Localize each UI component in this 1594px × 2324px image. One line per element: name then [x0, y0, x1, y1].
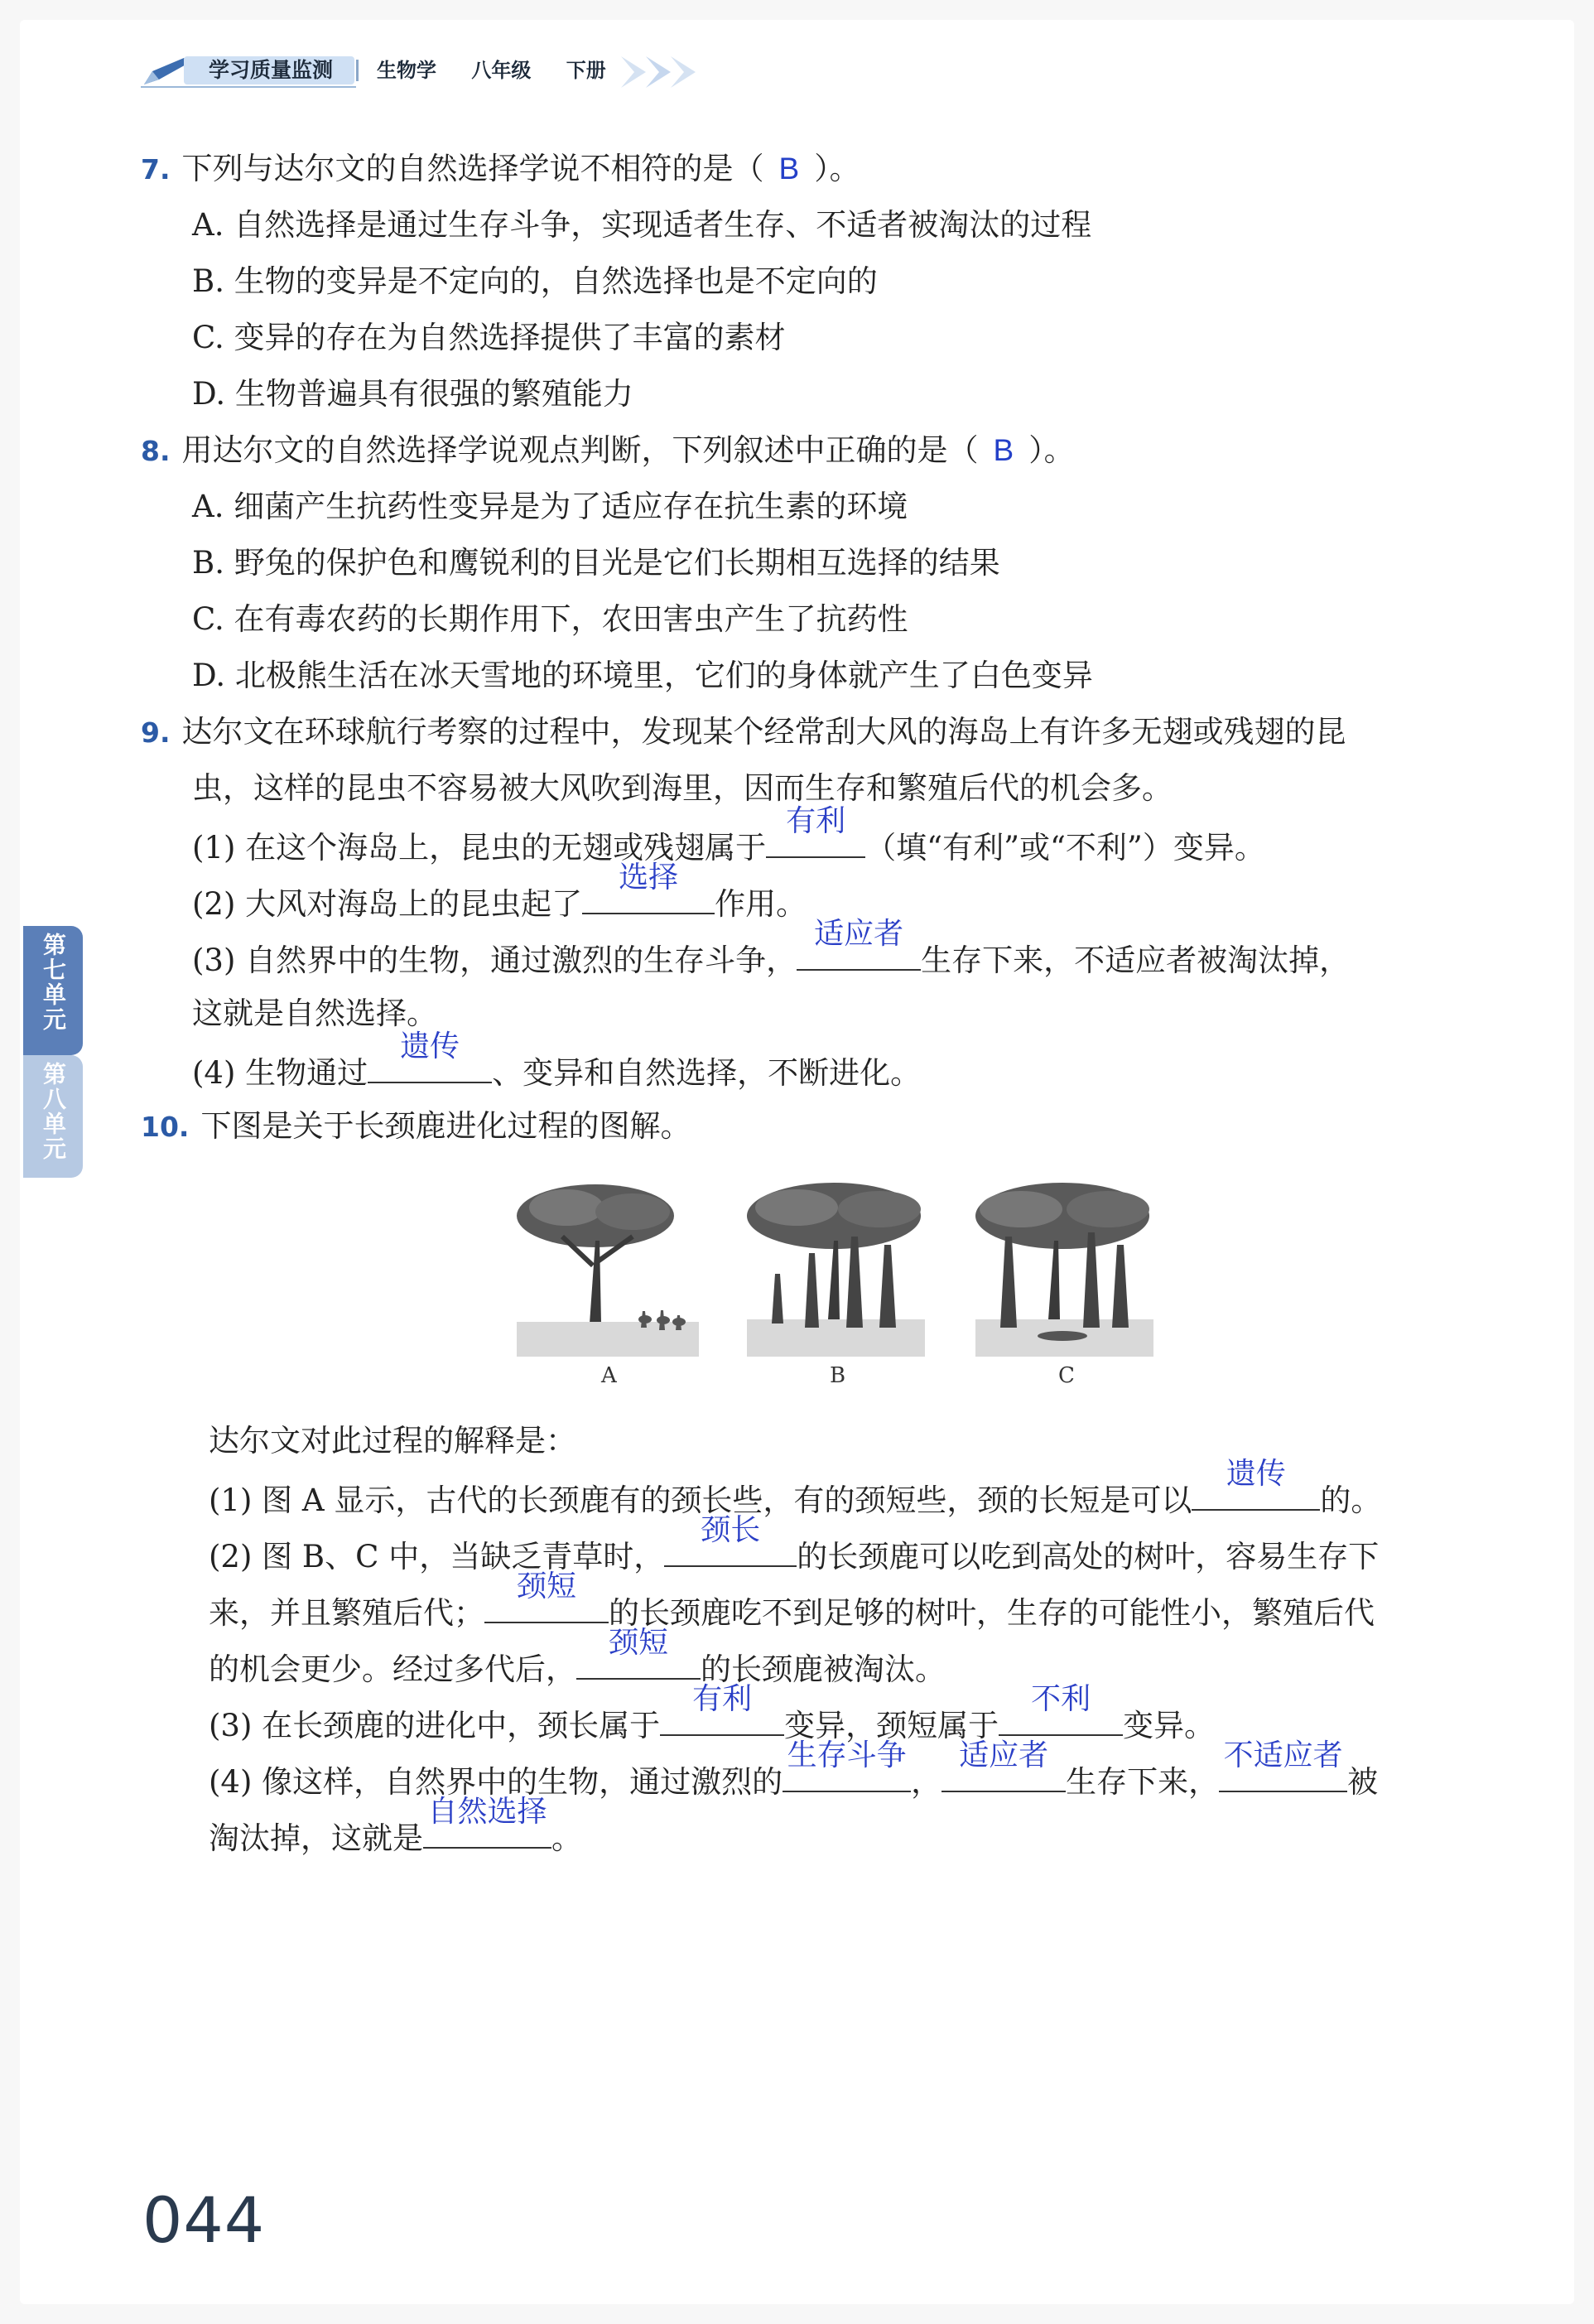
- handwritten-answer: 适应者: [814, 917, 904, 951]
- text: 淘汰掉，这就是: [209, 1820, 423, 1856]
- text: 的长颈鹿吃不到足够的树叶，生存的可能性小，繁殖后代: [609, 1595, 1375, 1631]
- giraffe-illustration-b: [747, 1183, 925, 1357]
- answer-blank[interactable]: [797, 917, 921, 971]
- text: (4) 生物通过: [192, 1055, 368, 1091]
- answer-blank[interactable]: [1192, 1457, 1320, 1511]
- text: 的长颈鹿被淘汰。: [701, 1651, 946, 1687]
- header-grade: 八年级: [471, 59, 532, 82]
- q10-part-2-end: [209, 1626, 946, 1698]
- handwritten-answer: 遗传: [1226, 1457, 1286, 1491]
- answer-blank[interactable]: [576, 1626, 701, 1680]
- q9-part-4: [192, 1029, 922, 1102]
- handwritten-answer: 颈长: [701, 1513, 761, 1547]
- handwritten-answer: 适应者: [959, 1738, 1049, 1772]
- handwritten-answer: 生存斗争: [787, 1738, 907, 1772]
- answer-blank[interactable]: [664, 1513, 797, 1567]
- figure-panel-b: [747, 1183, 925, 1388]
- question-stem: 达尔文在环球航行考察的过程中，发现某个经常刮大风的海岛上有许多无翅或残翅的昆: [181, 714, 1346, 750]
- header-subject: 生物学: [377, 59, 436, 82]
- option-c: C. 在有毒农药的长期作用下，农田害虫产生了抗药性: [192, 601, 908, 637]
- figure-label-a: A: [601, 1363, 617, 1388]
- answer-choice: B: [778, 152, 800, 186]
- handwritten-answer: 遗传: [400, 1029, 460, 1063]
- question-stem: 下图是关于长颈鹿进化过程的图解。: [200, 1108, 691, 1144]
- question-number: 8.: [141, 435, 171, 467]
- side-tab-label: 第八单元: [40, 1062, 67, 1161]
- text: 变异。: [1123, 1708, 1216, 1743]
- answer-blank[interactable]: [941, 1738, 1066, 1792]
- text: 被: [1347, 1764, 1379, 1800]
- text: 来，并且繁殖后代；: [209, 1595, 484, 1631]
- side-tab-unit-7[interactable]: [23, 926, 83, 1055]
- option-b: B. 野兔的保护色和鹰锐利的目光是它们长期相互选择的结果: [192, 545, 1000, 581]
- text: (4) 像这样，自然界中的生物，通过激烈的: [209, 1764, 783, 1800]
- q10-part-4-end: [209, 1795, 582, 1867]
- page-number: 044: [142, 2183, 266, 2257]
- answer-blank[interactable]: [783, 1738, 911, 1792]
- handwritten-answer: 自然选择: [427, 1795, 547, 1829]
- q10-part-2-cont: [209, 1569, 1375, 1642]
- option-d: D. 生物普遍具有很强的繁殖能力: [192, 376, 633, 412]
- text: (3) 自然界中的生物，通过激烈的生存斗争，: [192, 943, 797, 978]
- text: 。: [551, 1820, 582, 1856]
- figure-label-c: C: [1058, 1363, 1075, 1388]
- q9-part-3-cont: 这就是自然选择。: [192, 996, 437, 1031]
- giraffe-illustration-c: [975, 1183, 1153, 1357]
- question-8: [141, 422, 1482, 480]
- handwritten-answer: 选择: [619, 861, 679, 894]
- question-stem: 用达尔文的自然选择学说观点判断，下列叙述中正确的是（: [181, 432, 979, 468]
- q10-intro: 达尔文对此过程的解释是：: [209, 1423, 576, 1459]
- text: (3) 在长颈鹿的进化中，颈长属于: [209, 1708, 661, 1743]
- handwritten-answer: 不适应者: [1223, 1738, 1343, 1772]
- option-c: C. 变异的存在为自然选择提供了丰富的素材: [192, 320, 786, 355]
- header-meta: [377, 56, 634, 84]
- handwritten-answer: 有利: [692, 1682, 753, 1716]
- text: 的。: [1320, 1483, 1382, 1518]
- q9-part-2: [192, 861, 807, 933]
- text: ，: [911, 1764, 942, 1800]
- handwritten-answer: 有利: [786, 804, 846, 838]
- answer-blank[interactable]: [660, 1682, 784, 1736]
- answer-blank[interactable]: [1219, 1738, 1347, 1792]
- answer-choice: B: [993, 433, 1014, 467]
- handwritten-answer: 颈短: [516, 1569, 576, 1603]
- option-b: B. 生物的变异是不定向的，自然选择也是不定向的: [192, 263, 878, 299]
- text: (1) 在这个海岛上，昆虫的无翅或残翅属于: [192, 830, 767, 865]
- figure-label-b: B: [830, 1363, 846, 1388]
- side-tab-label: 第七单元: [40, 933, 67, 1032]
- answer-blank[interactable]: [423, 1795, 551, 1849]
- option-a: A. 自然选择是通过生存斗争，实现适者生存、不适者被淘汰的过程: [192, 207, 1092, 243]
- option-a: A. 细菌产生抗药性变异是为了适应存在抗生素的环境: [192, 489, 908, 524]
- page-header: [141, 51, 737, 89]
- text: 生存下来，不适应者被淘汰掉，: [921, 943, 1351, 978]
- text: （填“有利”或“不利”）变异。: [865, 830, 1265, 865]
- question-10: [141, 1098, 1482, 1155]
- answer-blank[interactable]: [368, 1029, 492, 1083]
- question-7: [141, 141, 1482, 198]
- question-number: 9.: [141, 716, 171, 749]
- giraffe-illustration-a: [517, 1183, 699, 1357]
- figure-panel-c: [975, 1183, 1153, 1388]
- handwritten-answer: 颈短: [608, 1626, 668, 1660]
- chevrons-icon: [613, 55, 720, 89]
- question-number: 10.: [141, 1111, 190, 1143]
- q9-part-1: [192, 804, 1265, 876]
- text: 生存下来，: [1066, 1764, 1220, 1800]
- answer-blank[interactable]: [484, 1569, 609, 1623]
- q10-part-4: [209, 1738, 1379, 1811]
- text: 变异，颈短属于: [784, 1708, 999, 1743]
- answer-blank[interactable]: [766, 804, 865, 858]
- answer-blank[interactable]: [582, 861, 715, 914]
- q9-part-3: [192, 917, 1351, 989]
- question-stem-line2: 虫，这样的昆虫不容易被大风吹到海里，因而生存和繁殖后代的机会多。: [192, 770, 1173, 806]
- figure-panel-a: [517, 1183, 699, 1388]
- question-9: [141, 704, 1482, 761]
- header-tag: 学习质量监测: [184, 56, 354, 84]
- header-volume: 下册: [566, 59, 606, 82]
- answer-blank[interactable]: [999, 1682, 1123, 1736]
- text: 的长颈鹿可以吃到高处的树叶，容易生存下: [797, 1539, 1380, 1574]
- q10-part-2: [209, 1513, 1380, 1585]
- question-stem-end: ）。: [814, 151, 860, 186]
- option-d: D. 北极熊生活在冰天雪地的环境里，它们的身体就产生了白色变异: [192, 658, 1093, 693]
- header-divider: [356, 60, 359, 81]
- question-stem-end: ）。: [1028, 432, 1075, 468]
- text: 、变异和自然选择，不断进化。: [492, 1055, 922, 1091]
- text: 的机会更少。经过多代后，: [209, 1651, 576, 1687]
- text: 作用。: [715, 886, 807, 922]
- question-stem: 下列与达尔文的自然选择学说不相符的是（: [181, 151, 764, 186]
- side-tab-unit-8[interactable]: [23, 1055, 83, 1178]
- question-number: 7.: [141, 153, 171, 186]
- text: (1) 图 A 显示，古代的长颈鹿有的颈长些，有的颈短些，颈的长短是可以: [209, 1483, 1192, 1518]
- handwritten-answer: 不利: [1031, 1682, 1091, 1716]
- text: (2) 图 B、C 中，当缺乏青草时，: [209, 1539, 665, 1574]
- header-underline: [141, 86, 356, 88]
- text: (2) 大风对海岛上的昆虫起了: [192, 886, 583, 922]
